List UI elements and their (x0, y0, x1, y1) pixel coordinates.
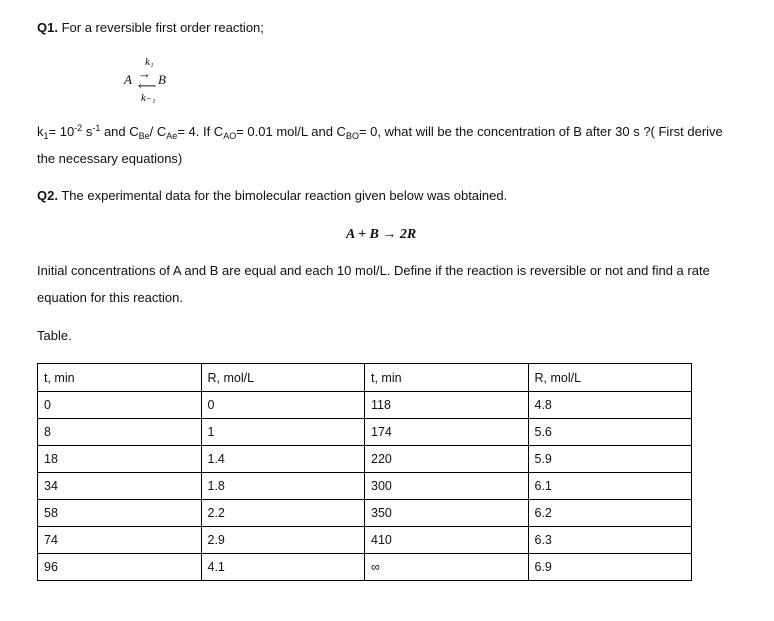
table-cell: 2.9 (201, 527, 365, 554)
table-cell: 8 (38, 419, 202, 446)
k-minus1-label: k₋₁ (141, 92, 156, 104)
k1-label: k₁ (145, 56, 154, 68)
text-run: = 0.01 mol/L and C (236, 124, 346, 139)
table-cell: 4.1 (201, 554, 365, 581)
table-cell: 5.9 (528, 446, 692, 473)
reverse-arrow-icon: ⟵ (138, 78, 157, 93)
table-row (38, 419, 692, 446)
question-2-text: The experimental data for the bimolecular reaction given below was obtained. (61, 188, 508, 203)
text-run: = 10 (48, 124, 75, 139)
reaction-equation: A + B → 2R (346, 227, 417, 242)
text-run: = 0, what will be the concentration of B after 30 s ?( First derive (358, 124, 723, 139)
header-cell: t, min (365, 364, 529, 392)
table-cell: 118 (365, 392, 529, 419)
table-row (38, 473, 692, 500)
table-row (38, 446, 692, 473)
table-cell: 6.1 (528, 473, 692, 500)
header-cell: t, min (38, 364, 202, 392)
superscript: -2 (74, 123, 83, 133)
table-cell: 58 (38, 500, 202, 527)
question-2-heading (37, 188, 507, 203)
table-cell: 6.9 (528, 554, 692, 581)
table-caption: Table. (37, 328, 72, 343)
table-cell: 1.8 (201, 473, 365, 500)
question-1-line-1 (37, 124, 723, 139)
table-row (38, 527, 692, 554)
table-header-row (38, 364, 692, 392)
table-cell: 6.3 (528, 527, 692, 554)
header-cell: R, mol/L (528, 364, 692, 392)
text-run: and C (100, 124, 139, 139)
superscript: -1 (92, 123, 101, 133)
text-run: / C (149, 124, 167, 139)
subscript: AO (223, 131, 237, 141)
table-cell: 0 (201, 392, 365, 419)
data-table (37, 363, 692, 581)
question-2-label: Q2. (37, 188, 58, 203)
subscript: 1 (43, 131, 49, 141)
table-cell: 1 (201, 419, 365, 446)
subscript: BO (345, 131, 359, 141)
table-row (38, 392, 692, 419)
table-cell: 6.2 (528, 500, 692, 527)
species-b: B (158, 72, 166, 87)
forward-arrow-icon: → (138, 66, 151, 81)
table-cell: 174 (365, 419, 529, 446)
question-1-text: For a reversible first order reaction; (61, 20, 264, 35)
header-cell: R, mol/L (201, 364, 365, 392)
text-run: k (37, 124, 44, 139)
table-cell: 74 (38, 527, 202, 554)
table-cell: 220 (365, 446, 529, 473)
table-cell: 410 (365, 527, 529, 554)
table-cell: 5.6 (528, 419, 692, 446)
table-row (38, 500, 692, 527)
reaction-scheme (118, 56, 188, 106)
question-2-line-1: Initial concentrations of A and B are equal and each 10 mol/L. Define if the reaction is reversible or not and find a rate (37, 263, 710, 278)
text-run: s (82, 124, 93, 139)
table-cell: 1.4 (201, 446, 365, 473)
table-cell: 2.2 (201, 500, 365, 527)
question-2-line-2: equation for this reaction. (37, 290, 183, 305)
question-1-label: Q1. (37, 20, 58, 35)
table-row (38, 554, 692, 581)
table-cell: 96 (38, 554, 202, 581)
species-a: A (124, 72, 132, 87)
table-cell: 34 (38, 473, 202, 500)
table-cell: 18 (38, 446, 202, 473)
text-run: = 4. If C (177, 124, 224, 139)
table-cell: 300 (365, 473, 529, 500)
question-1-heading (37, 20, 264, 35)
table-cell: 350 (365, 500, 529, 527)
question-1-line-2: the necessary equations) (37, 151, 183, 166)
table-cell: 0 (38, 392, 202, 419)
subscript: Ae (166, 131, 178, 141)
table-cell: ∞ (365, 554, 529, 581)
subscript: Be (138, 131, 150, 141)
table-cell: 4.8 (528, 392, 692, 419)
